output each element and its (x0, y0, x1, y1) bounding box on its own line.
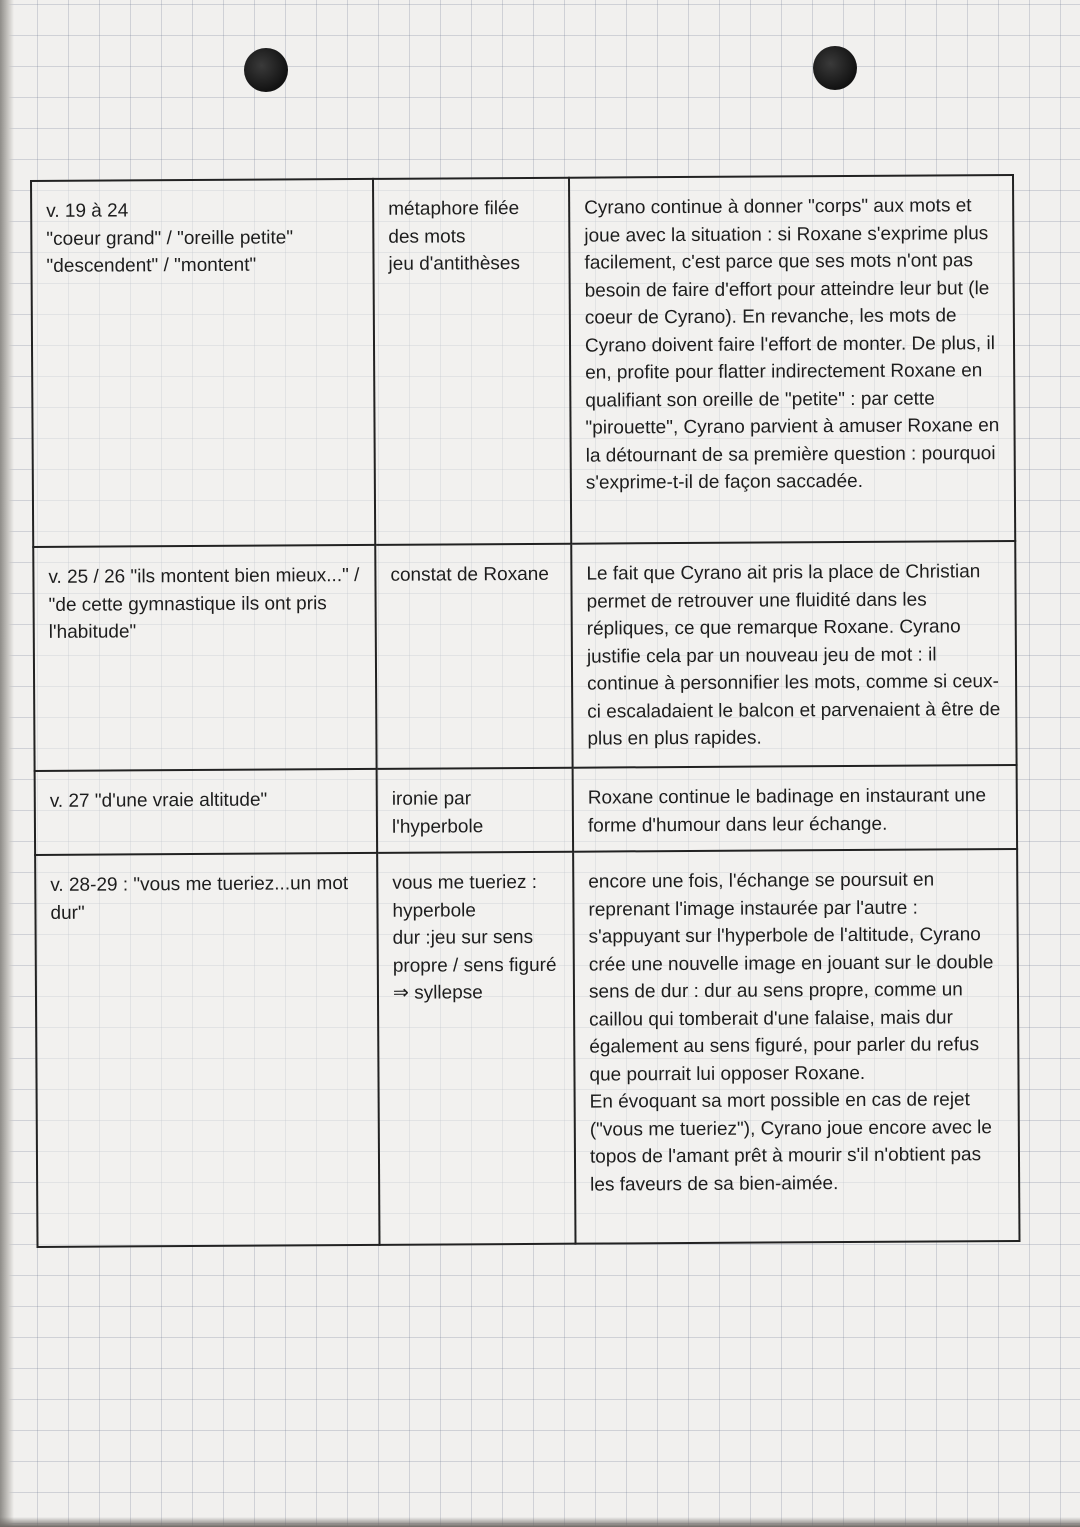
procede-cell (377, 852, 575, 1245)
interpretation-text: encore une fois, l'échange se poursuit en reprenant l'image instaurée par l'autre : s'appuyant sur l'hyperbole de l'altitude, Cyrano crée une nouvelle image en jouant sur le double sens de dur : dur au sens propre, comme un caillou qui tomberait d'une falaise, mais dur également au sens figuré, pour parler du refus que pourrait lui opposer Roxane. En évoquant sa mort possible en cas de rejet ("vous me tueriez"), Cyrano joue encore avec le topos de l'amant prêt à mourir s'il n'obtient pas les faveurs de sa bien-aimée. (588, 869, 994, 1196)
analysis-table (30, 174, 1021, 1248)
interpretation-cell (571, 541, 1016, 768)
interpretation-cell (569, 175, 1015, 544)
table-row (35, 849, 1019, 1247)
interpretation-cell (573, 849, 1019, 1244)
reference-cell (31, 179, 375, 547)
reference-text: v. 19 à 24 "coeur grand" / "oreille petite" "descendent" / "montent" (46, 200, 294, 277)
paper-left-edge (0, 0, 14, 1527)
procede-cell (375, 544, 572, 769)
reference-cell (33, 545, 376, 771)
reference-text: v. 25 / 26 "ils montent bien mieux..." / "de cette gymnastique ils ont pris l'habitude" (48, 564, 360, 643)
reference-text: v. 28-29 : "vous me tueriez...un mot dur" (50, 873, 349, 924)
reference-cell (35, 853, 379, 1247)
printed-sheet (30, 174, 1019, 1248)
interpretation-text: Le fait que Cyrano ait pris la place de Christian permet de retrouver une fluidité dans les répliques, ce que remarque Roxane. Cyrano justifie cela par un nouveau jeu de mot : il continue à personnifier les mots, comme si ceux-ci escaladaient le balcon et parvenaient à être de plus en plus rapides. (586, 561, 1001, 750)
interpretation-text: Roxane continue le badinage en instaurant une forme d'humour dans leur échange. (587, 785, 987, 837)
interpretation-text: Cyrano continue à donner "corps" aux mots et joue avec la situation : si Roxane s'exprime plus facilement, c'est parce que ses mots n'ont pas besoin de faire d'effort pour atteindre leur but (le coeur de Cyrano). En revanche, les mots de Cyrano doivent faire l'effort de monter. De plus, il en, profite pour flatter indirectement Roxane en qualifiant son oreille de "petite" : par cette "pirouette", Cyrano parvient à amuser Roxane en la détournant de sa première question : pourquoi s'exprime-t-il de façon saccadée. (584, 195, 1000, 494)
binder-hole-right (813, 46, 857, 90)
table-row (31, 175, 1015, 547)
interpretation-cell (573, 765, 1018, 852)
reference-text: v. 27 "d'une vraie altitude" (49, 789, 268, 812)
reference-cell (35, 769, 378, 855)
procede-cell (377, 768, 574, 853)
binder-hole-left (244, 48, 288, 92)
procede-text: métaphore filée des mots jeu d'antithèses (388, 198, 521, 275)
procede-cell (373, 178, 571, 545)
procede-text: vous me tueriez : hyperbole dur :jeu sur sens propre / sens figuré ⇒ syllepse (392, 871, 557, 1004)
procede-text: ironie par l'hyperbole (391, 788, 484, 838)
table-row (35, 765, 1017, 855)
procede-text: constat de Roxane (390, 563, 549, 586)
paper-bottom-edge (0, 1517, 1080, 1527)
table-row (33, 541, 1016, 771)
